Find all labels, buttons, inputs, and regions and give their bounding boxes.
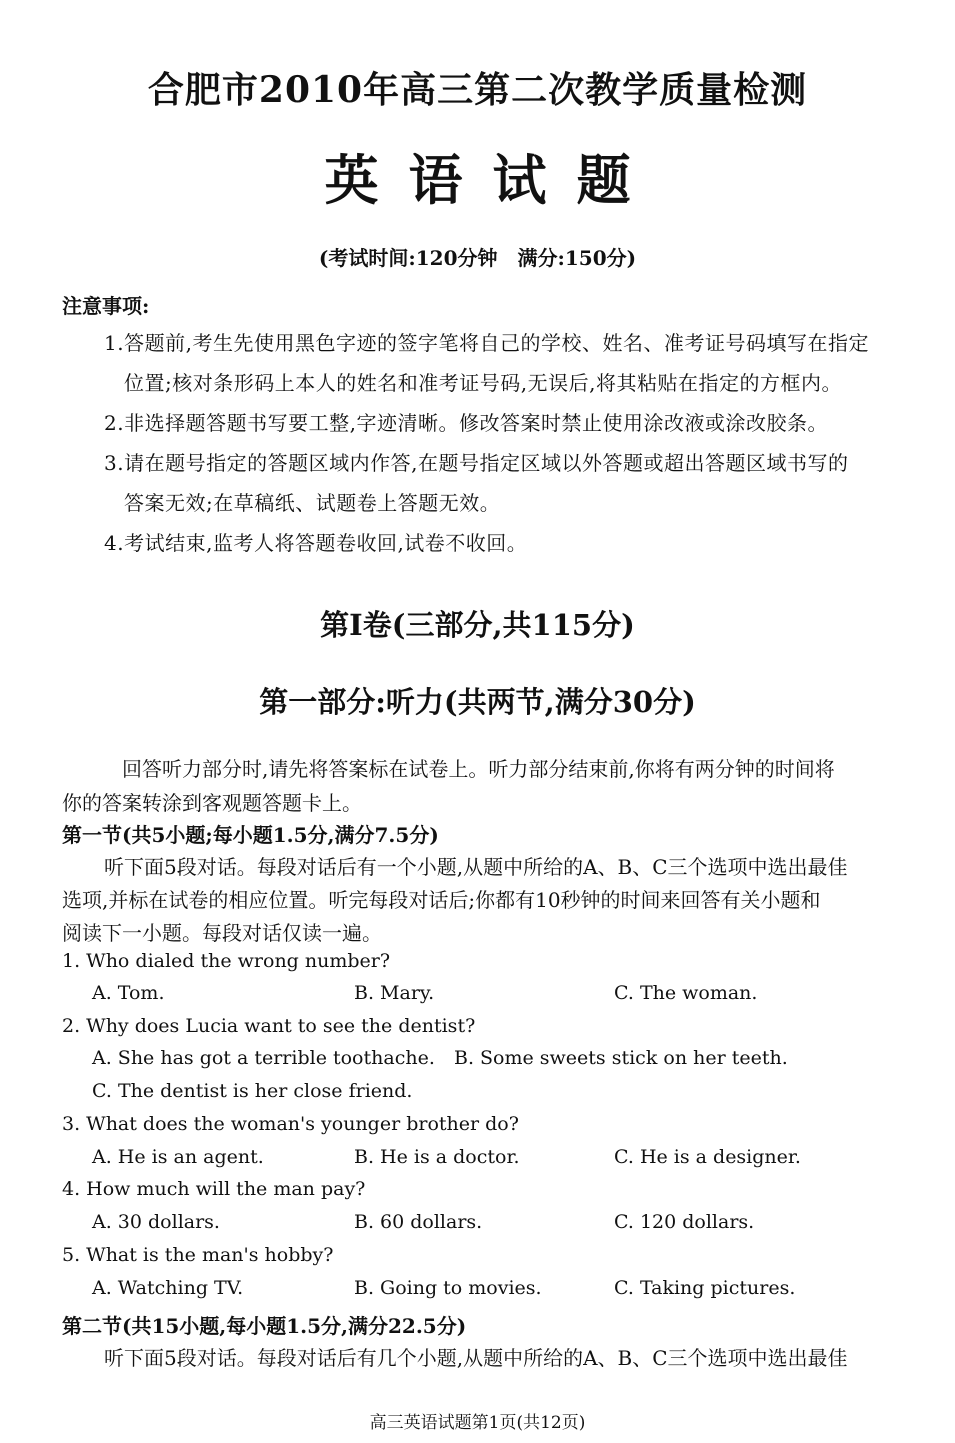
question-stem: 2. Why does Lucia want to see the dentist? (62, 1015, 476, 1037)
option-b: B. 60 dollars. (354, 1211, 483, 1233)
exam-time-and-score: (考试时间:120分钟 满分:150分) (318, 246, 637, 270)
option-c: C. The dentist is her close friend. (92, 1080, 413, 1102)
option-b: B. Mary. (354, 982, 435, 1004)
section-2-heading: 第二节(共15小题,每小题1.5分,满分22.5分) (62, 1314, 467, 1338)
question-stem: 1. Who dialed the wrong number? (62, 950, 391, 972)
question-stem: 5. What is the man's hobby? (62, 1244, 334, 1266)
option-b: B. Going to movies. (354, 1277, 542, 1299)
question-stem: 4. How much will the man pay? (62, 1178, 366, 1200)
notice-item-4: 4.考试结束,监考人将答题卷收回,试卷不收回。 (104, 531, 528, 555)
option-a: A. She has got a terrible toothache. (92, 1047, 435, 1069)
section-2-instructions: 听下面5段对话。每段对话后有几个小题,从题中所给的A、B、C三个选项中选出最佳 (104, 1346, 848, 1370)
page-footer: 高三英语试题第1页(共12页) (369, 1413, 586, 1433)
option-a: A. Watching TV. (92, 1277, 244, 1299)
notice-item-3-cont: 答案无效;在草稿纸、试题卷上答题无效。 (124, 491, 501, 515)
part-title: 第一部分:听力(共两节,满分30分) (259, 685, 696, 719)
option-c: C. The woman. (614, 982, 758, 1004)
option-a: A. 30 dollars. (92, 1211, 220, 1233)
option-a: A. He is an agent. (92, 1146, 264, 1168)
section-1-instructions: 听下面5段对话。每段对话后有一个小题,从题中所给的A、B、C三个选项中选出最佳 (104, 855, 848, 879)
section-1-instructions-cont: 阅读下一小题。每段对话仅读一遍。 (62, 921, 382, 945)
notice-item-2: 2.非选择题答题书写要工整,字迹清晰。修改答案时禁止使用涂改液或涂改胶条。 (104, 411, 828, 435)
intro-text-cont: 你的答案转涂到客观题答题卡上。 (62, 791, 362, 815)
option-b: B. He is a doctor. (354, 1146, 520, 1168)
volume-title: 第Ⅰ卷(三部分,共115分) (320, 608, 635, 642)
option-c: C. Taking pictures. (614, 1277, 796, 1299)
section-1-instructions-cont: 选项,并标在试卷的相应位置。听完每段对话后;你都有10秒钟的时间来回答有关小题和 (62, 888, 821, 912)
option-c: C. He is a designer. (614, 1146, 801, 1168)
exam-title: 合肥市2010年高三第二次教学质量检测 (147, 69, 808, 111)
exam-subject-title: 英语试题 (324, 148, 661, 212)
question-stem: 3. What does the woman's younger brother do? (62, 1113, 519, 1135)
option-c: C. 120 dollars. (614, 1211, 755, 1233)
notice-item-3: 3.请在题号指定的答题区域内作答,在题号指定区域以外答题或超出答题区域书写的 (104, 451, 849, 475)
intro-text: 回答听力部分时,请先将答案标在试卷上。听力部分结束前,你将有两分钟的时间将 (122, 757, 835, 781)
notice-heading: 注意事项: (62, 294, 150, 318)
notice-item-1-cont: 位置;核对条形码上本人的姓名和准考证号码,无误后,将其粘贴在指定的方框内。 (124, 371, 842, 395)
option-b: B. Some sweets stick on her teeth. (454, 1047, 788, 1069)
section-1-heading: 第一节(共5小题;每小题1.5分,满分7.5分) (62, 823, 439, 847)
option-a: A. Tom. (92, 982, 165, 1004)
notice-item-1: 1.答题前,考生先使用黑色字迹的签字笔将自己的学校、姓名、准考证号码填写在指定 (104, 331, 869, 355)
